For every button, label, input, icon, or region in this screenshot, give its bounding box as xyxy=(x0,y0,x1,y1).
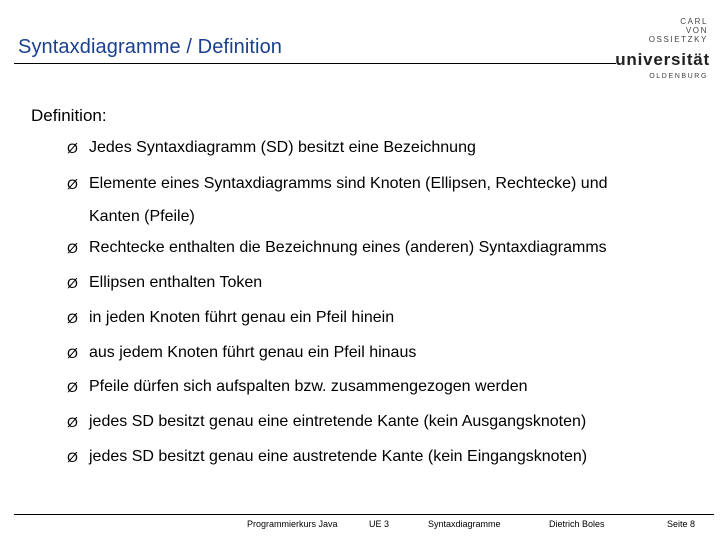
arrow-bullet-icon: Ø xyxy=(67,345,78,361)
logo-text-oldenburg: OLDENBURG xyxy=(649,73,708,80)
bullet-text: jedes SD besitzt genau eine austretende Kante (kein Eingangsknoten) xyxy=(89,448,588,465)
bullet-text-continuation: Kanten (Pfeile) xyxy=(89,208,195,225)
arrow-bullet-icon: Ø xyxy=(67,176,78,192)
bullet-item xyxy=(67,447,587,467)
arrow-bullet-icon: Ø xyxy=(67,449,78,465)
logo-text-von: VON xyxy=(685,26,708,35)
arrow-bullet-icon: Ø xyxy=(67,310,78,326)
footer-course: Programmierkurs Java xyxy=(247,519,338,529)
logo-text-universitaet: universität xyxy=(615,50,710,69)
bullet-item xyxy=(67,343,416,363)
arrow-bullet-icon: Ø xyxy=(67,140,78,156)
title-divider xyxy=(14,63,616,64)
logo-text-ossietzky: OSSIETZKY xyxy=(648,35,708,44)
bullet-text: Elemente eines Syntaxdiagramms sind Knoten (Ellipsen, Rechtecke) und xyxy=(89,175,608,192)
bullet-item xyxy=(67,138,476,158)
bullet-text: jedes SD besitzt genau eine eintretende Kante (kein Ausgangsknoten) xyxy=(89,413,587,430)
footer-topic: Syntaxdiagramme xyxy=(428,519,501,529)
bullet-item xyxy=(67,174,608,225)
arrow-bullet-icon: Ø xyxy=(67,275,78,291)
footer-author: Dietrich Boles xyxy=(549,519,605,529)
slide-title: Syntaxdiagramme / Definition xyxy=(18,36,283,58)
footer-unit: UE 3 xyxy=(369,519,390,529)
bullet-item xyxy=(67,273,262,293)
bullet-item xyxy=(67,377,527,397)
definition-heading: Definition: xyxy=(31,106,107,125)
bullet-text: Rechtecke enthalten die Bezeichnung eines (anderen) Syntaxdiagramms xyxy=(89,239,607,256)
university-logo xyxy=(615,4,710,96)
footer-page-number: Seite 8 xyxy=(667,519,696,529)
arrow-bullet-icon: Ø xyxy=(67,379,78,395)
bullet-item xyxy=(67,238,607,258)
arrow-bullet-icon: Ø xyxy=(67,414,78,430)
logo-text-carl: CARL xyxy=(680,17,708,26)
bullet-text: Ellipsen enthalten Token xyxy=(89,274,263,291)
bullet-item xyxy=(67,308,394,328)
bullet-text: aus jedem Knoten führt genau ein Pfeil hinaus xyxy=(89,344,417,361)
bullet-item xyxy=(67,412,586,432)
footer-divider xyxy=(14,514,714,515)
bullet-text: Jedes Syntaxdiagramm (SD) besitzt eine Bezeichnung xyxy=(89,139,476,156)
bullet-text: Pfeile dürfen sich aufspalten bzw. zusammengezogen werden xyxy=(89,378,528,395)
bullet-text: in jeden Knoten führt genau ein Pfeil hinein xyxy=(89,309,395,326)
arrow-bullet-icon: Ø xyxy=(67,240,78,256)
